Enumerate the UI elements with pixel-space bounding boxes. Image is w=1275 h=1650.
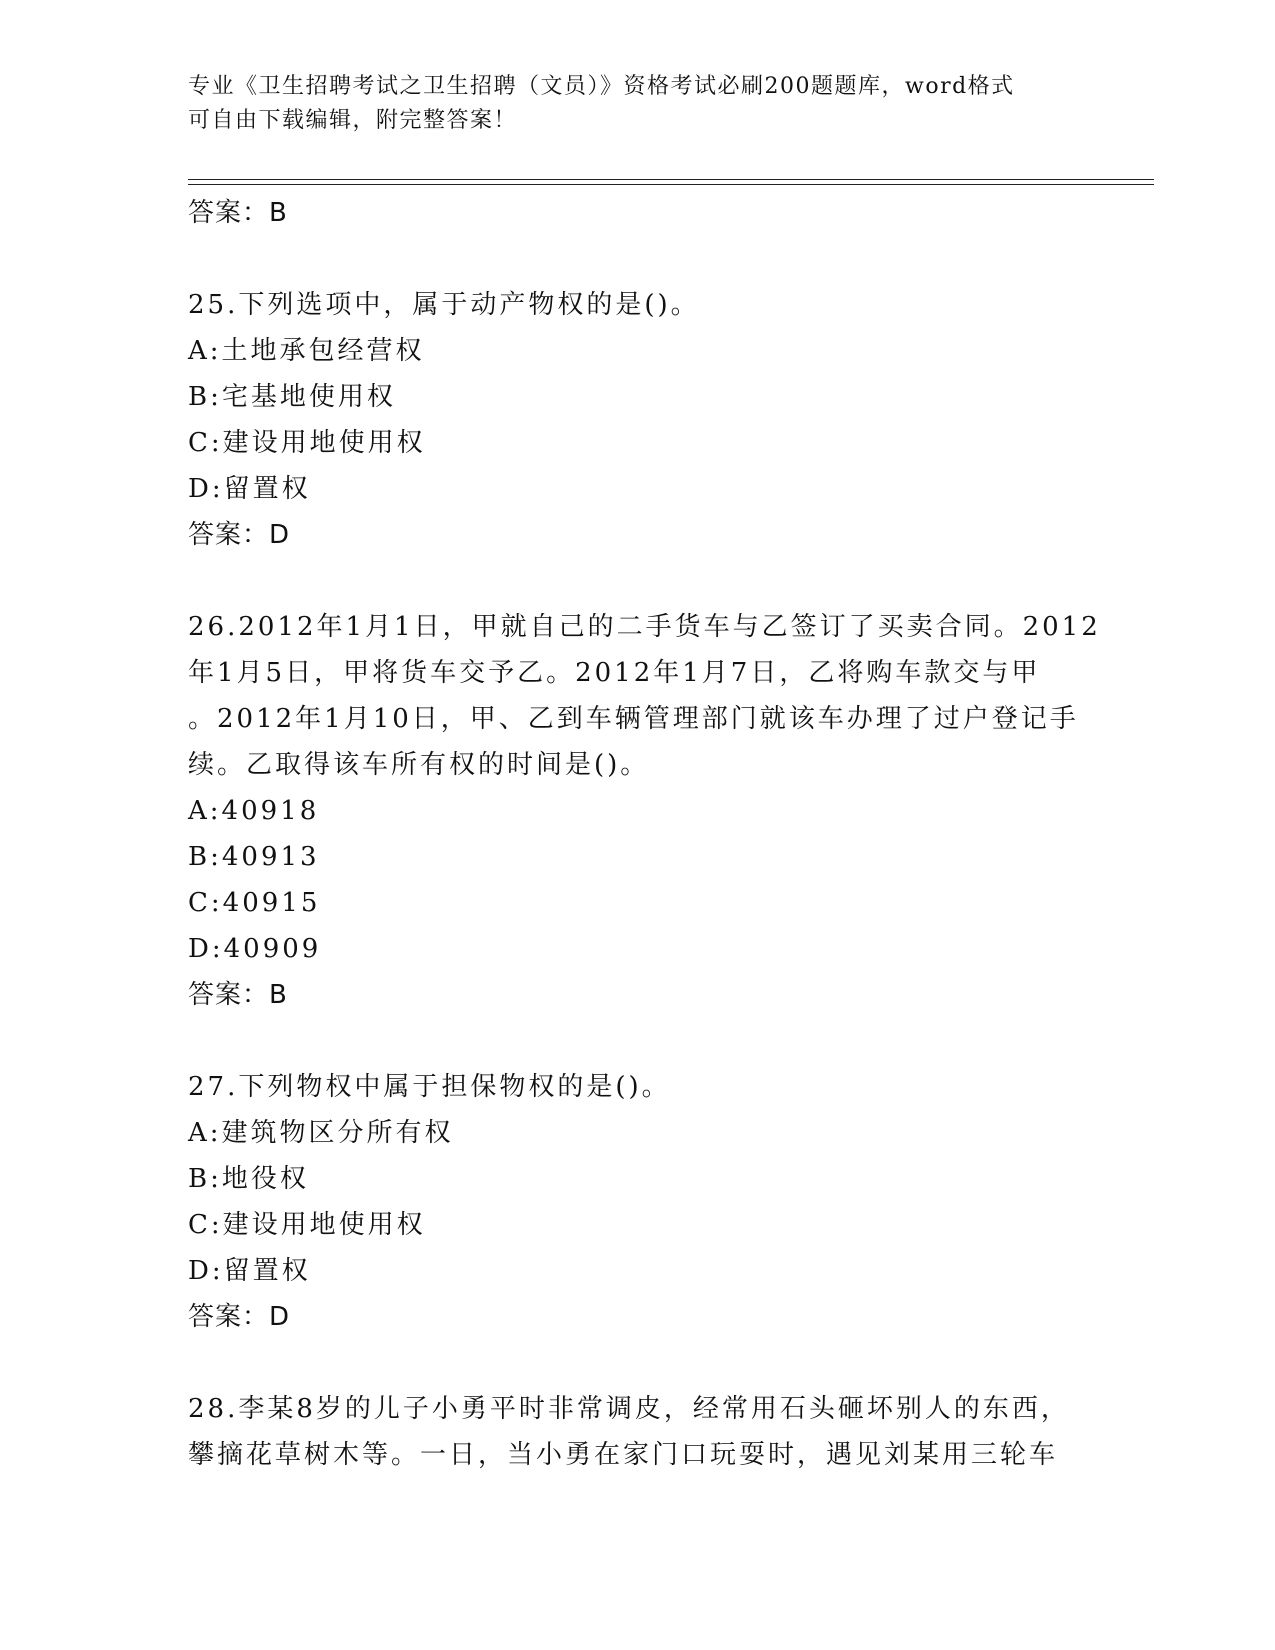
answer-line: 答案：B bbox=[188, 980, 288, 1010]
question-stem: 续。乙取得该车所有权的时间是()。 bbox=[188, 750, 650, 780]
question-27 bbox=[188, 1064, 1088, 1340]
header-rule-top bbox=[188, 179, 1154, 180]
question-stem: 。2012年1月10日，甲、乙到车辆管理部门就该车办理了过户登记手 bbox=[188, 704, 1079, 734]
question-list bbox=[188, 190, 1101, 1478]
option-b: B:宅基地使用权 bbox=[188, 382, 396, 412]
question-stem: 26.2012年1月1日，甲就自己的二手货车与乙签订了买卖合同。2012 bbox=[188, 612, 1101, 642]
option-d: D:40909 bbox=[188, 934, 322, 964]
answer-line: 答案：D bbox=[188, 520, 291, 550]
option-d: D:留置权 bbox=[188, 474, 311, 504]
page-header bbox=[188, 70, 1088, 138]
option-c: C:建设用地使用权 bbox=[188, 1210, 426, 1240]
option-c: C:建设用地使用权 bbox=[188, 428, 426, 458]
question-26 bbox=[188, 604, 1101, 1018]
question-28 bbox=[188, 1386, 1088, 1478]
question-stem: 27.下列物权中属于担保物权的是()。 bbox=[188, 1072, 671, 1102]
option-b: B:地役权 bbox=[188, 1164, 309, 1194]
question-stem: 25.下列选项中，属于动产物权的是()。 bbox=[188, 290, 700, 320]
option-c: C:40915 bbox=[188, 888, 321, 918]
option-a: A:建筑物区分所有权 bbox=[188, 1118, 454, 1148]
answer-line: 答案：D bbox=[188, 1302, 291, 1332]
header-rule-bottom bbox=[188, 184, 1154, 185]
option-b: B:40913 bbox=[188, 842, 320, 872]
answer-line: 答案：B bbox=[188, 198, 288, 228]
question-stem: 28.李某8岁的儿子小勇平时非常调皮，经常用石头砸坏别人的东西， bbox=[188, 1394, 1070, 1424]
header-line-1: 专业《卫生招聘考试之卫生招聘（文员）》资格考试必刷200题题库，word格式 bbox=[188, 74, 1015, 99]
question-stem: 攀摘花草树木等。一日，当小勇在家门口玩耍时，遇见刘某用三轮车 bbox=[188, 1440, 1059, 1470]
question-25 bbox=[188, 282, 1088, 558]
header-line-2: 可自由下载编辑，附完整答案！ bbox=[188, 108, 518, 133]
question-stem: 年1月5日，甲将货车交予乙。2012年1月7日，乙将购车款交与甲 bbox=[188, 658, 1041, 688]
option-a: A:40918 bbox=[188, 796, 320, 826]
option-d: D:留置权 bbox=[188, 1256, 311, 1286]
option-a: A:土地承包经营权 bbox=[188, 336, 425, 366]
